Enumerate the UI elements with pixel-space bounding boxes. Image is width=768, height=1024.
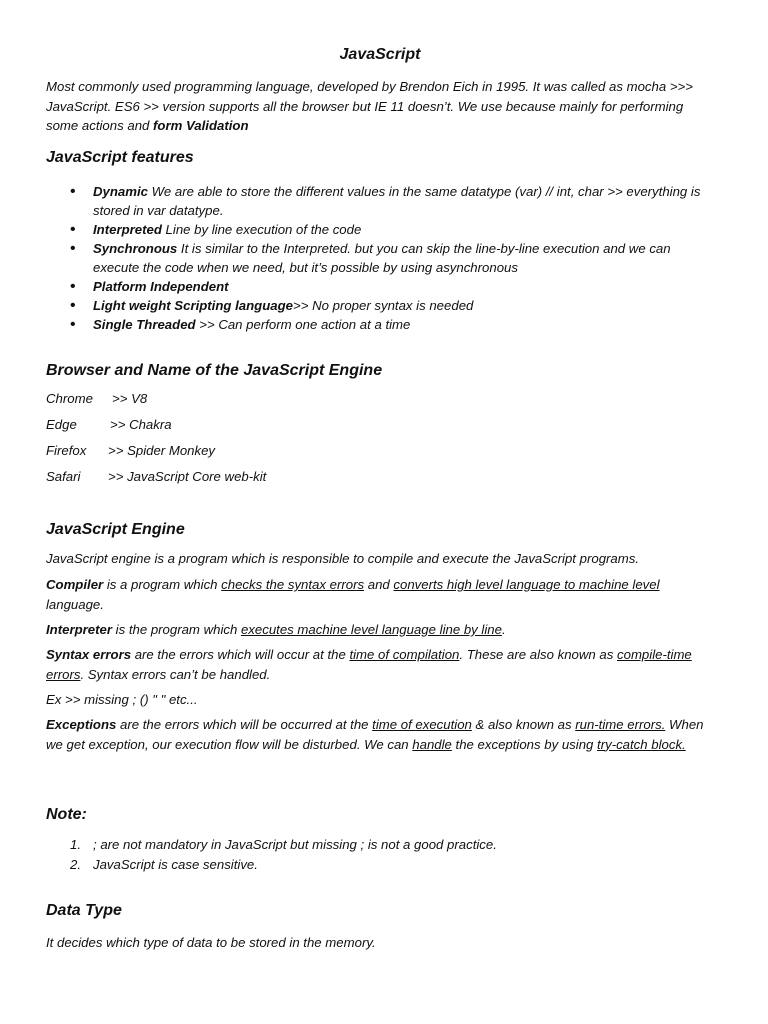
underlined-text: handle — [412, 736, 452, 752]
text: are the errors which will occur at the — [131, 647, 350, 662]
text: language. — [46, 596, 104, 612]
underlined-text: checks the syntax errors — [221, 577, 365, 592]
feature-desc: It is similar to the Interpreted. but you can skip the line-by-line execution and we can execute the code when we need, but it’s possible by using asynchronous — [93, 241, 671, 275]
text: . Syntax errors can’t be handled. — [80, 666, 271, 682]
interpreter-term: Interpreter — [46, 622, 112, 637]
feature-term: Light weight Scripting language — [93, 298, 294, 313]
engine-definition: JavaScript engine is a program which is responsible to compile and execute the JavaScript programs. — [46, 551, 639, 566]
underlined-text: converts high level language to machine level — [393, 577, 660, 592]
text: . These are also known as — [459, 647, 618, 662]
underlined-text: compile-time errors — [46, 647, 692, 682]
features-list — [46, 182, 714, 334]
syntax-term: Syntax errors — [46, 647, 132, 662]
text: and — [364, 577, 394, 592]
engine-name: >> V8 — [112, 391, 148, 406]
browser-name: Safari — [46, 469, 81, 484]
interpreter-paragraph — [46, 620, 714, 640]
list-item — [93, 277, 714, 296]
browser-name: Firefox — [46, 443, 87, 458]
underlined-text: try-catch block. — [597, 736, 686, 752]
underlined-text: time of compilation — [349, 647, 460, 662]
engine-name: >> Spider Monkey — [108, 443, 216, 458]
page-title: JavaScript — [339, 46, 421, 63]
text: is a program which — [103, 577, 222, 592]
engine-name: >> JavaScript Core web-kit — [108, 469, 267, 484]
browsers-heading: Browser and Name of the JavaScript Engine — [46, 362, 383, 379]
compiler-paragraph — [46, 575, 714, 614]
datatype-heading: Data Type — [46, 902, 122, 919]
exceptions-paragraph — [46, 715, 714, 754]
browser-name: Edge — [46, 417, 77, 432]
syntax-errors-paragraph — [46, 645, 714, 684]
exceptions-term: Exceptions — [46, 717, 117, 732]
text: the exceptions by using — [451, 736, 598, 752]
text: & also known as — [471, 717, 576, 732]
feature-desc: >> Can perform one action at a time — [195, 317, 411, 332]
feature-term: Single Threaded — [93, 317, 196, 332]
list-item — [70, 835, 497, 855]
engine-heading: JavaScript Engine — [46, 521, 185, 538]
underlined-text: run-time errors. — [575, 717, 666, 732]
features-heading: JavaScript features — [46, 149, 194, 166]
intro-paragraph — [46, 77, 714, 136]
intro-bold: form Validation — [153, 118, 249, 133]
text: . — [501, 622, 506, 637]
list-item — [93, 182, 714, 220]
intro-text: Most commonly used programming language, developed by Brendon Eich in 1995. It was called as mocha >>> JavaScript. ES6 >> version supports all the browser but IE 11 doesn’t. We use because mainly for performing some actions and — [46, 79, 693, 133]
text: are the errors which will be occurred at the — [116, 717, 373, 732]
list-item — [93, 315, 714, 334]
note-text: JavaScript is case sensitive. — [93, 856, 258, 872]
feature-term: Platform Independent — [93, 279, 229, 294]
note-text: ; are not mandatory in JavaScript but missing ; is not a good practice. — [93, 837, 497, 852]
notes-list — [46, 835, 497, 874]
list-item — [93, 220, 714, 239]
list-item — [93, 296, 714, 315]
datatype-text: It decides which type of data to be stored in the memory. — [46, 935, 376, 950]
feature-desc: Line by line execution of the code — [161, 222, 362, 237]
underlined-text: executes machine level language line by line — [240, 622, 502, 637]
feature-term: Interpreted — [93, 222, 162, 237]
underlined-text: time of execution — [372, 717, 472, 732]
browser-name: Chrome — [46, 391, 93, 406]
feature-term: Synchronous — [93, 241, 178, 256]
engine-name: >> Chakra — [110, 417, 172, 432]
list-number: 2. — [70, 856, 81, 872]
example-line: Ex >> missing ; () " " etc... — [46, 692, 198, 707]
feature-desc: >> No proper syntax is needed — [293, 298, 474, 313]
text: When we get exception, our execution flow will be disturbed. We can — [46, 717, 704, 752]
feature-desc: We are able to store the different values in the same datatype (var) // int, char >> everything is stored in var datatype. — [93, 184, 701, 218]
feature-term: Dynamic — [93, 184, 148, 199]
list-item — [70, 855, 497, 875]
list-number: 1. — [70, 837, 81, 852]
list-item — [93, 239, 714, 277]
note-heading: Note: — [46, 806, 87, 823]
compiler-term: Compiler — [46, 577, 104, 592]
text: is the program which — [111, 622, 241, 637]
